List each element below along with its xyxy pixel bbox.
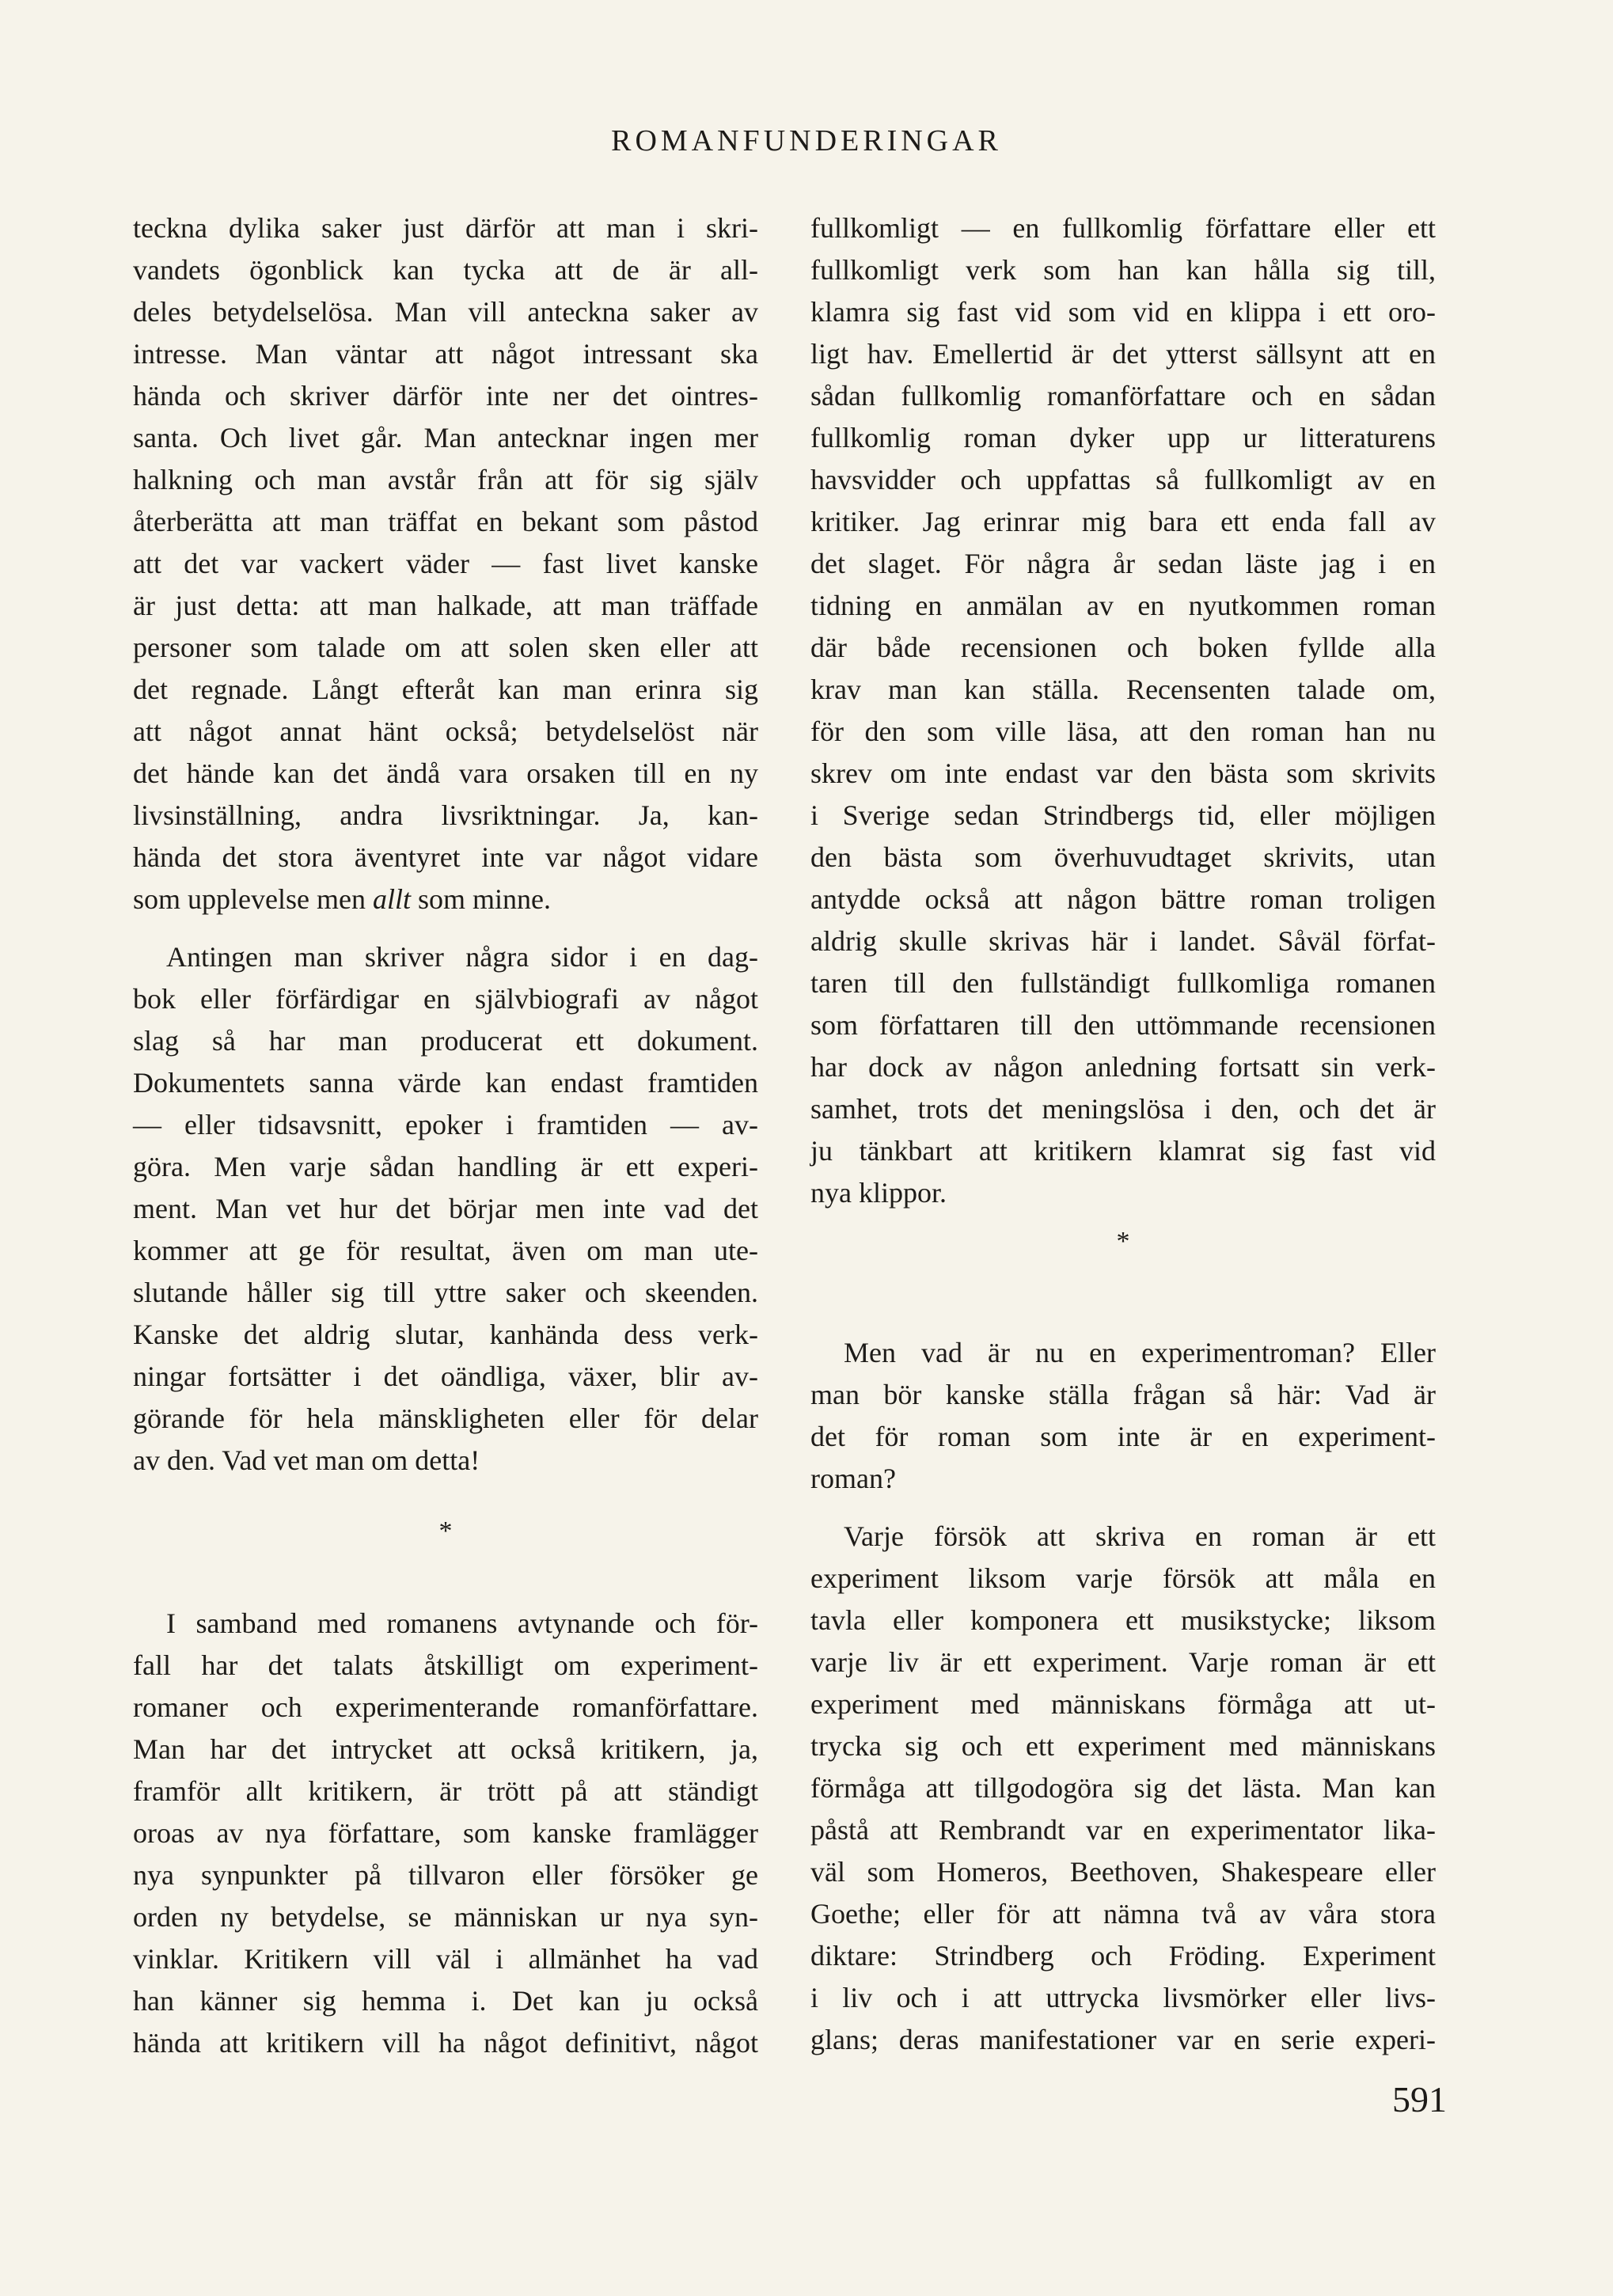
left-paragraph-3 [133,1603,758,2064]
text-line: — eller tidsavsnitt, epoker i framtiden — av- [133,1109,758,1140]
text-line: Goethe; eller för att nämna två av våra stora [810,1898,1436,1930]
text-line: göra. Men varje sådan handling är ett experi- [133,1151,758,1182]
text-line: görande för hela mänskligheten eller för delar [133,1402,758,1434]
text-line: där både recensionen och boken fyllde alla [810,632,1436,663]
text-line: framför allt kritikern, är trött på att ständigt [133,1775,758,1807]
text-line: påstå att Rembrandt var en experimentator lika- [810,1814,1436,1846]
section-divider-asterisk: * [438,1516,453,1546]
running-head-title: ROMANFUNDERINGAR [611,124,1002,157]
text-line: ningar fortsätter i det oändliga, växer, blir av- [133,1361,758,1392]
text-line: hända och skriver därför inte ner det ointres- [133,380,758,412]
right-paragraph-1 [810,207,1436,1214]
text-line: roman? [810,1463,896,1494]
text-line: slutande håller sig till yttre saker och skeenden. [133,1277,758,1308]
text-line: Antingen man skriver några sidor i en dag- [166,941,758,973]
text-line: det regnade. Långt efteråt kan man erinra sig [133,674,758,705]
text-line: bok eller förfärdigar en självbiografi av något [133,983,758,1015]
emphasis-text: allt [372,883,411,915]
text-line [133,879,758,920]
text-line: havsvidder och uppfattas så fullkomligt av en [810,464,1436,495]
text-line: den bästa som överhuvudtaget skrivits, utan [810,841,1436,873]
text-line: man bör kanske ställa frågan så här: Vad är [810,1379,1436,1410]
left-paragraph-1 [133,207,758,920]
text-line: väl som Homeros, Beethoven, Shakespeare eller [810,1856,1436,1888]
right-paragraph-3 [810,1516,1436,2061]
text-line: Men vad är nu en experimentroman? Eller [844,1337,1436,1368]
text-line: sådan fullkomlig romanförfattare och en sådan [810,380,1436,412]
text-line: I samband med romanens avtynande och för- [166,1607,758,1639]
text-line: det slaget. För några år sedan läste jag i en [810,548,1436,579]
text-line: Kanske det aldrig slutar, kanhända dess verk- [133,1319,758,1350]
text-line: deles betydelselösa. Man vill anteckna saker av [133,296,758,328]
text-line: aldrig skulle skrivas här i landet. Såväl förfat- [810,925,1436,957]
text-line: halkning och man avstår från att för sig själv [133,464,758,495]
text-line: kritiker. Jag erinrar mig bara ett enda fall av [810,506,1436,537]
text-line: diktare: Strindberg och Fröding. Experiment [810,1940,1436,1972]
text-line: experiment med människans förmåga att ut- [810,1688,1436,1720]
text-line: glans; deras manifestationer var en serie experi- [810,2024,1436,2055]
text-line: oroas av nya författare, som kanske framlägger [133,1817,758,1849]
text-line: i liv och i att uttrycka livsmörker eller livs- [810,1982,1436,2013]
text-line: vandets ögonblick kan tycka att de är all- [133,254,758,286]
text-line: fall har det talats åtskilligt om experiment- [133,1649,758,1681]
section-divider-asterisk: * [1116,1227,1130,1256]
text-line: hända att kritikern vill ha något definitivt, något [133,2027,758,2059]
text-line: vinklar. Kritikern vill väl i allmänhet ha vad [133,1943,758,1975]
text-line: förmåga att tillgodogöra sig det lästa. Man kan [810,1772,1436,1804]
page-number: 591 [1392,2079,1447,2120]
text-line: att något annat hänt också; betydelselöst när [133,715,758,747]
text-line: klamra sig fast vid som vid en klippa i ett oro- [810,296,1436,328]
text-line: romaner och experimenterande romanförfattare. [133,1691,758,1723]
text-line: Varje försök att skriva en roman är ett [844,1520,1436,1552]
text-line: santa. Och livet går. Man antecknar ingen mer [133,422,758,454]
text-line: orden ny betydelse, se människan ur nya syn- [133,1901,758,1933]
text-line: ligt hav. Emellertid är det ytterst sällsynt att en [810,338,1436,370]
text-line: personer som talade om att solen sken eller att [133,632,758,663]
text-line: samhet, trots det meningslösa i den, och det är [810,1093,1436,1125]
text-line: att det var vackert väder — fast livet kanske [133,548,758,579]
text-line: ment. Man vet hur det börjar men inte vad det [133,1193,758,1224]
text-line: nya synpunkter på tillvaron eller försöker ge [133,1859,758,1891]
text-line: tidning en anmälan av en nyutkommen roman [810,590,1436,621]
left-paragraph-2 [133,936,758,1482]
text-line: kommer att ge för resultat, även om man ute- [133,1235,758,1266]
text-line: fullkomligt verk som han kan hålla sig till, [810,254,1436,286]
text-line: taren till den fullständigt fullkomliga romanen [810,967,1436,999]
text-line: ju tänkbart att kritikern klamrat sig fast vid [810,1135,1436,1167]
text-line: det hände kan det ändå vara orsaken till en ny [133,757,758,789]
text-line: krav man kan ställa. Recensenten talade om, [810,674,1436,705]
text-line: livsinställning, andra livsriktningar. Ja, kan- [133,799,758,831]
text-line: det för roman som inte är en experiment- [810,1421,1436,1452]
text-line: i Sverige sedan Strindbergs tid, eller möjligen [810,799,1436,831]
left-column [133,207,758,2064]
text-line: slag så har man producerat ett dokument. [133,1025,758,1057]
right-column [810,207,1436,2061]
text-line: fullkomlig roman dyker upp ur litteraturens [810,422,1436,454]
text-line: han känner sig hemma i. Det kan ju också [133,1985,758,2017]
text-line: Dokumentets sanna värde kan endast framtiden [133,1067,758,1099]
text-line: är just detta: att man halkade, att man träffade [133,590,758,621]
text-line: Man har det intrycket att också kritikern, ja, [133,1733,758,1765]
text-run: som upplevelse men [133,883,373,915]
text-line: tavla eller komponera ett musikstycke; liksom [810,1604,1436,1636]
text-line: trycka sig och ett experiment med människans [810,1730,1436,1762]
text-line: teckna dylika saker just därför att man i skri- [133,212,758,244]
text-line: för den som ville läsa, att den roman han nu [810,715,1436,747]
text-line: som författaren till den uttömmande recensionen [810,1009,1436,1041]
text-line: intresse. Man väntar att något intressant ska [133,338,758,370]
text-line: skrev om inte endast var den bästa som skrivits [810,757,1436,789]
text-line: hända det stora äventyret inte var något vidare [133,841,758,873]
text-line: har dock av någon anledning fortsatt sin verk- [810,1051,1436,1083]
text-line: nya klippor. [810,1177,947,1209]
text-line: fullkomligt — en fullkomlig författare eller ett [810,212,1436,244]
text-line: antydde också att någon bättre roman troligen [810,883,1436,915]
text-line: av den. Vad vet man om detta! [133,1444,480,1476]
right-paragraph-2 [810,1332,1436,1500]
text-line: varje liv är ett experiment. Varje roman är ett [810,1646,1436,1678]
text-line: återberätta att man träffat en bekant som påstod [133,506,758,537]
text-line: experiment liksom varje försök att måla en [810,1562,1436,1594]
text-run: som minne. [410,883,551,915]
